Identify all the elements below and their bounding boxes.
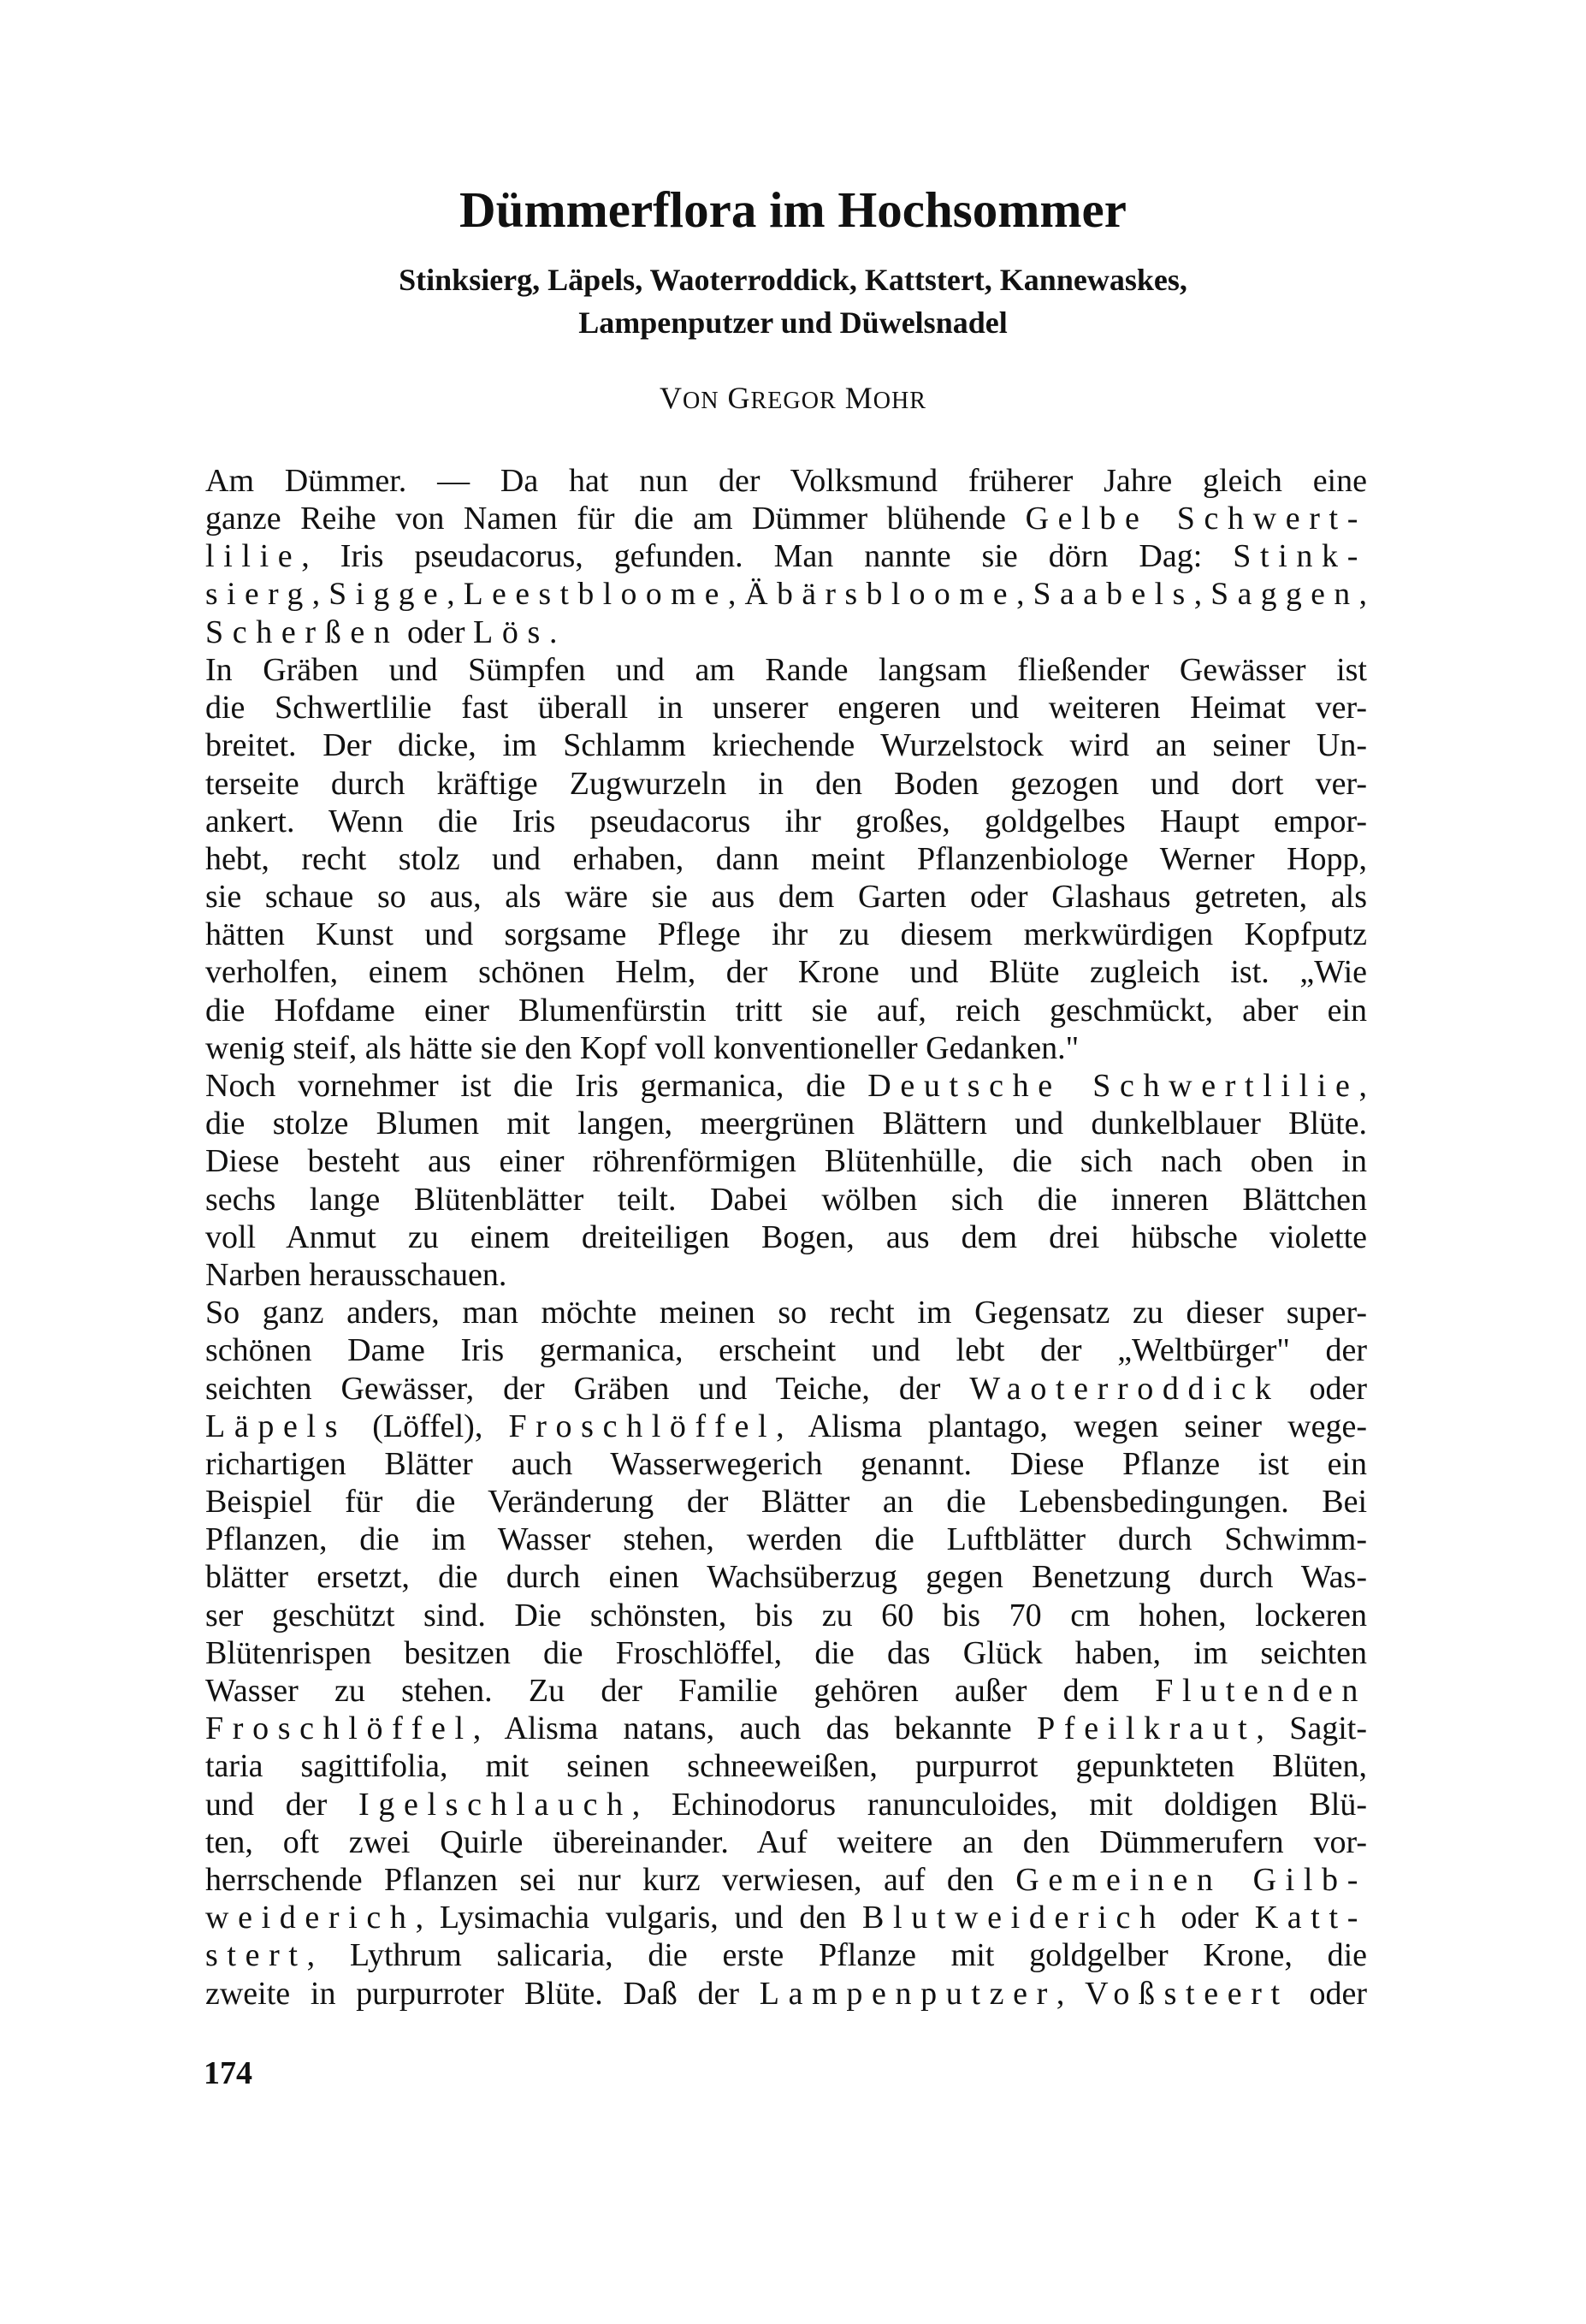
article-subtitle xyxy=(0,258,1586,344)
spaced-term: Waoterroddick xyxy=(969,1370,1281,1407)
page-number: 174 xyxy=(204,2055,252,2091)
text-line xyxy=(205,878,1367,916)
text-run: wenig steif, als hätte sie den Kopf voll konventioneller Gedanken." xyxy=(205,1029,1080,1066)
text-line xyxy=(205,1861,1367,1899)
text-line xyxy=(205,1672,1367,1710)
text-line xyxy=(205,1521,1367,1558)
text-run: Beispiel für die Veränderung der Blätter an die Lebensbedingungen. Bei xyxy=(205,1484,1367,1521)
text-run: , xyxy=(1358,1068,1367,1104)
text-run: , xyxy=(727,576,745,612)
spaced-term: Lampenputzer xyxy=(759,1975,1056,2012)
text-line xyxy=(205,726,1367,764)
text-run: und der xyxy=(205,1786,359,1823)
text-line xyxy=(205,1936,1367,1974)
text-run: zweite in purpurroter Blüte. Daß der xyxy=(205,1975,760,2012)
text-run: herrschende Pflanzen sei nur kurz verwiesen, auf den xyxy=(205,1861,1016,1898)
text-line xyxy=(205,1597,1367,1634)
subtitle-line-1: Stinksierg, Läpels, Waoterroddick, Kattstert, Kannewaskes, xyxy=(399,263,1187,297)
text-line xyxy=(205,916,1367,953)
text-line xyxy=(205,1558,1367,1596)
text-line xyxy=(205,1634,1367,1672)
spaced-term: Pfeilkraut xyxy=(1037,1710,1257,1747)
text-line xyxy=(205,537,1367,575)
text-run: verholfen, einem schönen Helm, der Krone und Blüte zugleich ist. „Wie xyxy=(205,954,1367,991)
text-run: oder xyxy=(1288,1975,1367,2012)
text-run: , xyxy=(1016,576,1033,612)
text-run: taria sagittifolia, mit seinen schneeweißen, purpurrot gepunkteten Blüten, xyxy=(205,1748,1367,1785)
text-run: , Iris pseudacorus, gefunden. Man nannte sie dörn Dag: xyxy=(301,538,1234,575)
text-line xyxy=(205,1294,1367,1331)
text-run: , Lythrum salicaria, die erste Pflanze mit goldgelber Krone, die xyxy=(306,1937,1367,1974)
spaced-term: Gelbe Schwert- xyxy=(1025,501,1367,537)
text-run: ser geschützt sind. Die schönsten, bis zu 60 bis 70 cm hohen, lockeren xyxy=(205,1597,1367,1633)
spaced-term: Lös xyxy=(473,614,549,650)
text-run: schönen Dame Iris germanica, erscheint und lebt der „Weltbürger" der xyxy=(205,1332,1367,1369)
text-line xyxy=(205,840,1367,878)
text-run: Narben herausschauen. xyxy=(205,1256,507,1293)
text-line xyxy=(205,1181,1367,1218)
text-line xyxy=(205,1445,1367,1483)
byline-first-rest: REGOR xyxy=(750,388,837,414)
spaced-term: Leestbloome xyxy=(463,576,728,612)
text-run: In Gräben und Sümpfen und am Rande langsam fließender Gewässer ist xyxy=(205,651,1367,688)
text-line xyxy=(205,614,1367,651)
text-line xyxy=(205,1142,1367,1180)
spaced-term: lilie xyxy=(205,538,302,575)
text-line xyxy=(205,1067,1367,1105)
text-run: die Hofdame einer Blumenfürstin tritt sie auf, reich geschmückt, aber ein xyxy=(205,992,1367,1029)
spaced-term: Stink- xyxy=(1233,538,1367,575)
text-line xyxy=(205,1105,1367,1142)
text-run: ganze Reihe von Namen für die am Dümmer blühende xyxy=(205,501,1026,537)
text-run: , xyxy=(311,576,329,612)
text-run: die stolze Blumen mit langen, meergrünen Blättern und dunkelblauer Blüte. xyxy=(205,1106,1367,1142)
text-run: sechs lange Blütenblätter teilt. Dabei wölben sich die inneren Blättchen xyxy=(205,1181,1367,1218)
text-run: sie schaue so aus, als wäre sie aus dem Garten oder Glashaus getreten, als xyxy=(205,879,1367,916)
text-line xyxy=(205,1483,1367,1521)
text-line xyxy=(205,1899,1367,1936)
text-run: blätter ersetzt, die durch einen Wachsüberzug gegen Benetzung durch Was- xyxy=(205,1559,1367,1596)
text-line xyxy=(205,1408,1367,1445)
text-run: Wasser zu stehen. Zu der Familie gehören außer dem xyxy=(205,1673,1156,1709)
spaced-term: Froschlöffel xyxy=(508,1408,777,1444)
spaced-term: Flutenden xyxy=(1155,1673,1367,1709)
spaced-term: Katt- xyxy=(1254,1900,1367,1936)
spaced-term: Froschlöffel xyxy=(205,1710,473,1747)
byline-last-cap: M xyxy=(844,381,873,415)
text-run: , xyxy=(447,576,464,612)
text-run: , xyxy=(1358,576,1368,612)
text-line xyxy=(205,1218,1367,1256)
byline-last-rest: OHR xyxy=(873,388,927,414)
text-run: , Alisma plantago, wegen seiner wege- xyxy=(776,1408,1367,1444)
text-line xyxy=(205,1786,1367,1823)
text-line xyxy=(205,1710,1367,1747)
text-run: , Echinodorus ranunculoides, mit doldigen Blü- xyxy=(631,1786,1367,1823)
text-line xyxy=(205,992,1367,1029)
subtitle-line-2: Lampenputzer und Düwelsnadel xyxy=(578,305,1008,340)
text-run: oder xyxy=(1164,1900,1255,1936)
text-run: So ganz anders, man möchte meinen so recht im Gegensatz zu dieser super- xyxy=(205,1295,1367,1331)
text-line xyxy=(205,1975,1367,2013)
spaced-term: Saabels xyxy=(1033,576,1194,612)
spaced-term: Sigge xyxy=(328,576,447,612)
spaced-term: sierg xyxy=(205,576,312,612)
article-body xyxy=(205,462,1367,2013)
text-run: , xyxy=(1193,576,1211,612)
spaced-term: Läpels xyxy=(205,1408,347,1444)
text-run: terseite durch kräftige Zugwurzeln in den Boden gezogen und dort ver- xyxy=(205,765,1367,802)
text-run: Am Dümmer. — Da hat nun der Volksmund früherer Jahre gleich eine xyxy=(205,463,1367,499)
text-run: Blütenrispen besitzen die Froschlöffel, die das Glück haben, im seichten xyxy=(205,1634,1367,1671)
text-run: Diese besteht aus einer röhrenförmigen Blütenhülle, die sich nach oben in xyxy=(205,1143,1367,1180)
text-line xyxy=(205,1256,1367,1294)
text-run: ankert. Wenn die Iris pseudacorus ihr großes, goldgelbes Haupt empor- xyxy=(205,803,1367,839)
text-run: Pflanzen, die im Wasser stehen, werden die Luftblätter durch Schwimm- xyxy=(205,1521,1367,1558)
text-run: , Lysimachia vulgaris, und den xyxy=(415,1900,863,1936)
byline-first-cap: G xyxy=(727,381,751,415)
text-run: . xyxy=(548,614,558,650)
text-run: die Schwertlilie fast überall in unserer engeren und weiteren Heimat ver- xyxy=(205,690,1367,726)
spaced-term: Blutweiderich xyxy=(862,1900,1165,1936)
text-run: oder xyxy=(399,614,474,650)
text-line xyxy=(205,765,1367,803)
text-line xyxy=(205,651,1367,689)
byline-von-rest: ON xyxy=(682,388,719,414)
spaced-term: Scherßen xyxy=(205,614,399,650)
text-run: oder xyxy=(1280,1370,1367,1407)
text-run: voll Anmut zu einem dreiteiligen Bogen, aus dem drei hübsche violette xyxy=(205,1218,1367,1255)
text-run: breitet. Der dicke, im Schlamm kriechende Wurzelstock wird an seiner Un- xyxy=(205,727,1367,764)
text-line xyxy=(205,689,1367,726)
spaced-term: Saggen xyxy=(1210,576,1359,612)
text-run: richartigen Blätter auch Wasserwegerich genannt. Diese Pflanze ist ein xyxy=(205,1445,1367,1482)
text-run: ten, oft zwei Quirle übereinander. Auf weitere an den Dümmerufern vor- xyxy=(205,1823,1367,1860)
text-line xyxy=(205,1029,1367,1067)
text-run: , Alisma natans, auch das bekannte xyxy=(472,1710,1038,1747)
spaced-term: Voßsteert xyxy=(1085,1975,1289,2012)
byline-von-cap: V xyxy=(659,381,683,415)
text-run: hätten Kunst und sorgsame Pflege ihr zu diesem merkwürdigen Kopfputz xyxy=(205,916,1367,953)
text-line xyxy=(205,462,1367,500)
spaced-term: stert xyxy=(205,1937,307,1974)
text-line xyxy=(205,576,1367,614)
spaced-term: Gemeinen Gilb- xyxy=(1015,1861,1367,1898)
author-byline xyxy=(0,376,1586,423)
text-line xyxy=(205,500,1367,537)
text-line xyxy=(205,803,1367,840)
text-line xyxy=(205,1747,1367,1785)
text-line xyxy=(205,1370,1367,1408)
spaced-term: Igelschlauch xyxy=(358,1786,632,1823)
text-line xyxy=(205,1823,1367,1861)
text-run: seichten Gewässer, der Gräben und Teiche, der xyxy=(205,1370,970,1407)
spaced-term: weiderich xyxy=(205,1900,416,1936)
text-line xyxy=(205,1331,1367,1369)
text-run: (Löffel), xyxy=(346,1408,509,1444)
text-run: hebt, recht stolz und erhaben, dann meint Pflanzenbiologe Werner Hopp, xyxy=(205,840,1367,877)
text-run: , xyxy=(1056,1975,1086,2012)
text-line xyxy=(205,953,1367,991)
spaced-term: Äbärsbloome xyxy=(744,576,1017,612)
spaced-term: Deutsche Schwertlilie xyxy=(867,1068,1359,1104)
text-run: , Sagit- xyxy=(1256,1710,1367,1747)
text-run: Noch vornehmer ist die Iris germanica, die xyxy=(205,1068,868,1104)
article-title: Dümmerflora im Hochsommer xyxy=(459,181,1127,238)
